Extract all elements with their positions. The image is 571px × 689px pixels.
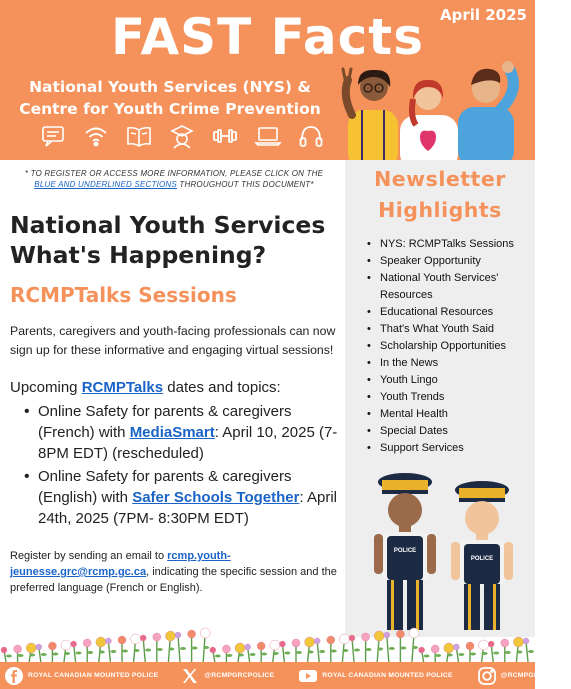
flower-bloom	[501, 639, 509, 647]
flower-bloom	[1, 647, 7, 653]
flower-leaf	[250, 653, 256, 656]
flower-leaf	[342, 649, 348, 652]
register-suffix: , indicating the specific session and the preferred language (French or English).	[10, 566, 337, 594]
flower-bloom	[314, 638, 320, 644]
flower-bloom	[222, 645, 230, 653]
rcmptalks-link[interactable]: RCMPTalks	[81, 379, 164, 396]
flower-bloom	[96, 637, 106, 647]
book-icon	[126, 123, 152, 149]
flower-leaf	[516, 651, 522, 654]
flower-leaf	[180, 647, 186, 650]
flower-bloom	[513, 637, 523, 647]
flower-leaf	[215, 655, 221, 658]
youtube-label: ROYAL CANADIAN MOUNTED POLICE	[322, 672, 453, 679]
flower-leaf	[99, 651, 105, 654]
flower-bloom	[396, 630, 404, 638]
session-text: Online Safety for parents & caregivers (French) with	[38, 403, 292, 441]
flower-leaf	[64, 652, 70, 655]
flower-bloom	[349, 635, 355, 641]
list-item: • Special Dates	[367, 423, 537, 440]
flower-bloom	[257, 642, 265, 650]
flower-bloom	[279, 641, 285, 647]
section-title: RCMPTalks Sessions	[10, 283, 237, 307]
flower-bloom	[488, 641, 494, 647]
list-item: • Scholarship Opportunities	[367, 338, 537, 355]
flower-leaf	[493, 652, 499, 655]
upcoming-heading	[10, 379, 345, 396]
list-item: • Youth Trends	[367, 389, 537, 406]
chat-icon	[40, 123, 66, 149]
flower-leaf	[458, 653, 464, 656]
flower-bloom	[419, 647, 425, 653]
flower-leaf	[482, 652, 488, 655]
main-title-line2: What's Happening?	[10, 241, 267, 269]
x-icon	[180, 666, 200, 686]
email-link[interactable]: rcmp.youth-jeunesse.grc@rcmp.gc.ca	[10, 550, 231, 578]
flower-leaf	[52, 653, 58, 656]
flower-leaf	[528, 650, 534, 653]
flower-leaf	[389, 647, 395, 650]
flower-bloom	[71, 641, 77, 647]
flower-bloom	[327, 636, 335, 644]
safer-schools-link[interactable]: Safer Schools Together	[132, 489, 300, 506]
flower-leaf	[331, 650, 337, 653]
flower-leaf	[377, 648, 383, 651]
header-banner	[0, 0, 535, 160]
flower-bloom	[270, 640, 280, 650]
flower-leaf	[110, 650, 116, 653]
facebook-icon	[4, 666, 24, 686]
flower-leaf	[192, 647, 198, 650]
highlights-list	[367, 236, 537, 457]
flower-bloom	[175, 632, 181, 638]
flower-leaf	[122, 650, 128, 653]
flower-bloom	[374, 631, 384, 641]
list-item	[24, 401, 344, 464]
flower-bloom	[409, 628, 419, 638]
youtube-icon	[298, 666, 318, 686]
police-officers-illustration	[360, 470, 530, 640]
flower-bloom	[26, 643, 36, 653]
highlights-title-line1: Newsletter	[374, 167, 506, 191]
flower-leaf	[400, 647, 406, 650]
flower-bloom	[466, 642, 474, 650]
notice-link[interactable]: BLUE AND UNDERLINED SECTIONS	[34, 180, 177, 189]
list-item: • Mental Health	[367, 406, 537, 423]
flower-leaf	[261, 653, 267, 656]
flower-bloom	[523, 638, 529, 644]
x-link[interactable]	[180, 666, 274, 686]
mediasmart-link[interactable]: MediaSmart	[129, 424, 215, 441]
session-list	[24, 401, 344, 531]
flower-bloom	[444, 643, 454, 653]
officer1-badge: POLICE	[393, 548, 417, 554]
list-item: • Youth Lingo	[367, 372, 537, 389]
wifi-icon	[83, 123, 109, 149]
main-title	[10, 210, 325, 270]
flower-leaf	[447, 654, 453, 657]
dumbbell-icon	[212, 123, 238, 149]
session-date: : April 24th, 2025 (7PM- 8:30PM EDT)	[38, 489, 337, 527]
issue-date: April 2025	[440, 6, 527, 24]
student-icon	[169, 123, 195, 149]
flower-bloom	[362, 633, 370, 641]
flower-bloom	[431, 645, 439, 653]
list-item: • That's What Youth Said	[367, 321, 537, 338]
flower-leaf	[505, 651, 511, 654]
social-footer	[0, 662, 571, 689]
list-item: • National Youth Services' Resources	[367, 270, 537, 304]
list-item: • NYS: RCMPTalks Sessions	[367, 236, 537, 253]
flower-bloom	[200, 628, 210, 638]
flower-stem	[352, 638, 354, 662]
flower-leaf	[6, 655, 12, 658]
flower-leaf	[168, 648, 174, 651]
flower-bloom	[14, 645, 22, 653]
header-subtitle-line2: Centre for Youth Crime Prevention	[19, 100, 321, 118]
flower-bloom	[305, 637, 315, 647]
flower-stem	[143, 638, 145, 662]
facebook-label: ROYAL CANADIAN MOUNTED POLICE	[28, 672, 159, 679]
headphones-icon	[298, 123, 324, 149]
flower-bloom	[453, 644, 459, 650]
laptop-icon	[255, 123, 281, 149]
facebook-link[interactable]	[4, 666, 158, 686]
flower-bloom	[245, 644, 251, 650]
register-prefix: Register by sending an email to	[10, 550, 168, 562]
session-date: : April 10, 2025 (7-8PM EDT) (rescheduled)	[38, 424, 338, 462]
flower-bloom	[384, 632, 390, 638]
flower-leaf	[354, 649, 360, 652]
flower-leaf	[157, 648, 163, 651]
flower-leaf	[273, 652, 279, 655]
flower-leaf	[76, 652, 82, 655]
flower-leaf	[296, 651, 302, 654]
intro-paragraph: Parents, caregivers and youth-facing professionals can now sign up for these informative and engaging virtual sessions!	[10, 324, 336, 357]
flower-bloom	[235, 643, 245, 653]
flower-leaf	[284, 652, 290, 655]
notice-line2: THROUGHOUT THIS DOCUMENT*	[176, 180, 314, 189]
youtube-link[interactable]	[298, 666, 452, 686]
flower-bloom	[188, 630, 196, 638]
instagram-link[interactable]	[477, 666, 571, 686]
flower-bloom	[210, 647, 216, 653]
list-item: • Speaker Opportunity	[367, 253, 537, 270]
flower-stem	[387, 635, 389, 662]
flower-leaf	[226, 654, 232, 657]
flower-bloom	[83, 639, 91, 647]
flower-bloom	[118, 636, 126, 644]
x-label: @RCMPGRCPOLICE	[204, 672, 275, 679]
flower-leaf	[203, 646, 209, 649]
flower-leaf	[308, 651, 314, 654]
notice-line1: * TO REGISTER OR ACCESS MORE INFORMATION, PLEASE CLICK ON THE	[24, 169, 324, 178]
highlights-title-line2: Highlights	[378, 198, 502, 222]
instagram-icon	[477, 666, 497, 686]
flower-bloom	[153, 633, 161, 641]
flower-bloom	[140, 635, 146, 641]
list-item: • Support Services	[367, 440, 537, 457]
flower-leaf	[134, 649, 140, 652]
flower-leaf	[424, 655, 430, 658]
registration-notice	[14, 168, 334, 190]
upcoming-prefix: Upcoming	[10, 379, 82, 396]
flower-leaf	[319, 650, 325, 653]
instagram-label: @RCMPGRCPOLICE	[500, 672, 571, 679]
header-icons-row	[40, 123, 324, 149]
list-item	[24, 466, 344, 529]
newsletter-title: FAST Facts	[111, 8, 424, 66]
flower-leaf	[470, 653, 476, 656]
register-paragraph	[10, 548, 350, 596]
flower-leaf	[366, 648, 372, 651]
flower-leaf	[41, 653, 47, 656]
flower-bloom	[292, 639, 300, 647]
youth-illustration	[340, 55, 535, 160]
flower-bloom	[48, 642, 56, 650]
flower-leaf	[29, 654, 35, 657]
list-item: • Educational Resources	[367, 304, 537, 321]
flower-leaf	[87, 651, 93, 654]
flower-bloom	[165, 631, 175, 641]
flower-leaf	[18, 654, 24, 657]
flower-stem	[178, 635, 180, 662]
flower-bloom	[131, 634, 141, 644]
upcoming-suffix: dates and topics:	[163, 379, 281, 396]
flower-leaf	[145, 649, 151, 652]
flower-bloom	[36, 644, 42, 650]
list-item: • In the News	[367, 355, 537, 372]
main-title-line1: National Youth Services	[10, 211, 326, 239]
officer2-badge: POLICE	[470, 556, 494, 562]
flower-leaf	[412, 646, 418, 649]
flower-leaf	[238, 654, 244, 657]
newsletter-highlights-title	[345, 164, 535, 226]
header-subtitle-line1: National Youth Services (NYS) &	[29, 78, 311, 96]
flower-bloom	[479, 640, 489, 650]
flower-border	[0, 622, 535, 662]
flower-bloom	[339, 634, 349, 644]
flower-leaf	[435, 654, 441, 657]
session-text: Online Safety for parents & caregivers (English) with	[38, 468, 292, 506]
flower-bloom	[105, 638, 111, 644]
flower-bloom	[61, 640, 71, 650]
